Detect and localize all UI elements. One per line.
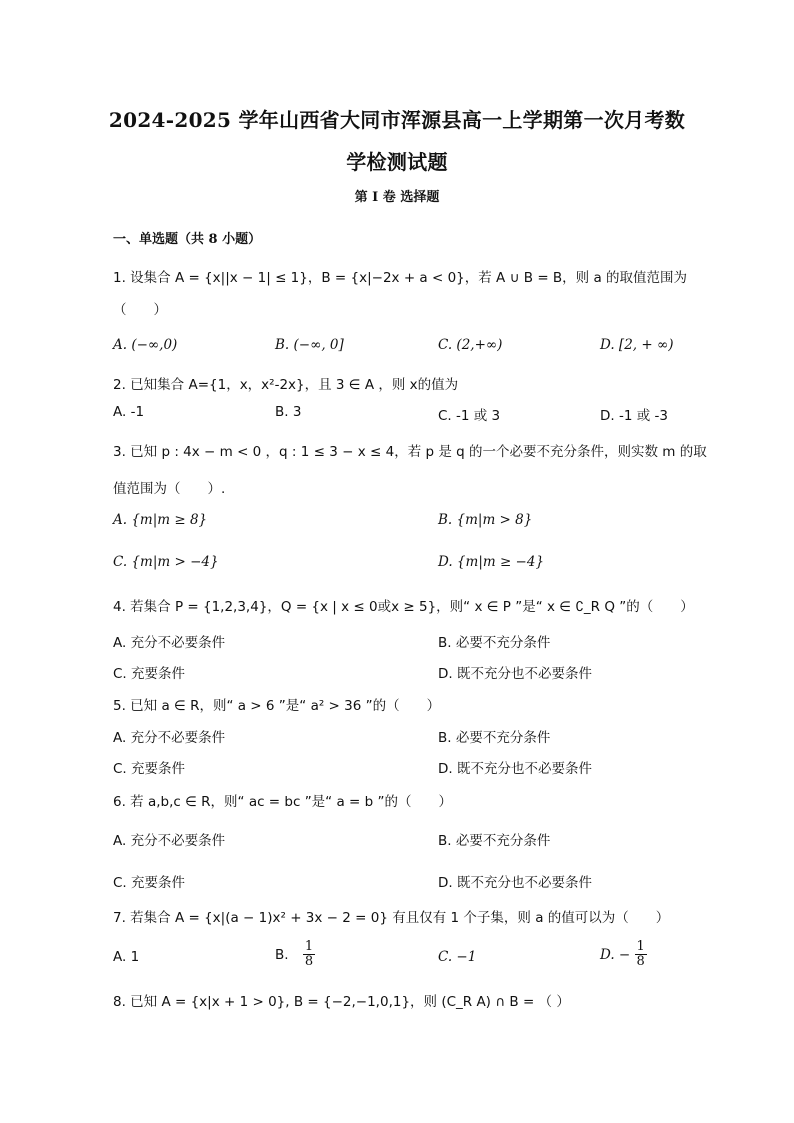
question-6-option-d: D. 既不充分也不必要条件 [438,875,592,891]
question-7-option-d-fraction [635,940,647,970]
fraction-numerator: 1 [636,939,645,954]
question-1-option-a: A. (−∞,0) [113,337,178,353]
question-7-option-c: C. −1 [438,949,477,965]
question-4-option-c: C. 充要条件 [113,666,186,682]
question-2-option-a: A. -1 [113,404,145,420]
question-3-stem: 3. 已知 p : 4x − m < 0 ，q : 1 ≤ 3 − x ≤ 4，若 p 是 q 的一个必要不充分条件，则实数 m 的取 [113,444,707,460]
question-2-option-b: B. 3 [275,404,302,420]
question-5-stem: 5. 已知 a ∈ R，则“ a > 6 ”是“ a² > 36 ”的（ ） [113,698,441,714]
question-3-option-c: C. {m|m > −4} [113,554,219,570]
question-3-stem-cont: 值范围为（ ）. [113,481,226,497]
question-5-option-b: B. 必要不充分条件 [438,730,551,746]
question-5-option-c: C. 充要条件 [113,761,186,777]
fraction-denominator: 8 [304,954,314,970]
question-7-option-d [600,940,647,970]
question-6-option-a: A. 充分不必要条件 [113,833,226,849]
question-2-option-d: D. -1 或 -3 [600,408,668,424]
question-7-option-b-fraction [303,940,315,970]
question-7-option-b-label: B. [275,946,289,963]
question-1-stem-cont: （ ） [113,302,167,318]
question-1-option-d: D. [2, + ∞) [600,337,674,353]
question-7-stem: 7. 若集合 A = {x|(a − 1)x² + 3x − 2 = 0} 有且仅有 1 个子集，则 a 的值可以为（ ） [113,910,670,926]
question-4-stem: 4. 若集合 P = {1,2,3,4}，Q = {x | x ≤ 0或x ≥ 5}，则“ x ∈ P ”是“ x ∈ ∁_R Q ”的（ ） [113,599,694,615]
question-6-option-b: B. 必要不充分条件 [438,833,551,849]
volume-heading: 第 I 卷 选择题 [354,190,440,205]
question-6-option-c: C. 充要条件 [113,875,186,891]
fraction-denominator: 8 [636,954,645,970]
question-2-stem: 2. 已知集合 A={1，x，x²-2x}，且 3 ∈ A ，则 x的值为 [113,377,459,393]
question-1-stem: 1. 设集合 A = {x||x − 1| ≤ 1}，B = {x|−2x + a < 0}，若 A ∪ B = B，则 a 的取值范围为 [113,270,688,286]
question-7-option-d-label: D. − [600,946,631,963]
question-3-option-d: D. {m|m ≥ −4} [438,554,545,570]
question-4-option-a: A. 充分不必要条件 [113,635,226,651]
question-7-option-a: A. 1 [113,949,140,965]
question-7-option-b [275,940,315,970]
question-8-stem: 8. 已知 A = {x|x + 1 > 0}, B = {−2,−1,0,1}，则 (C_R A) ∩ B = （ ） [113,994,570,1010]
question-5-option-d: D. 既不充分也不必要条件 [438,761,592,777]
question-6-stem: 6. 若 a,b,c ∈ R，则“ ac = bc ”是“ a = b ”的（ ） [113,794,452,810]
fraction-numerator: 1 [304,939,314,954]
question-2-option-c: C. -1 或 3 [438,408,501,424]
question-1-option-c: C. (2,+∞) [438,337,503,353]
exam-title-line-1: 2024-2025 学年山西省大同市浑源县高一上学期第一次月考数 [108,108,686,132]
section-heading: 一、单选题（共 8 小题） [113,232,262,247]
question-4-option-d: D. 既不充分也不必要条件 [438,666,592,682]
question-1-option-b: B. (−∞, 0] [275,337,344,353]
question-3-option-a: A. {m|m ≥ 8} [113,512,208,528]
question-5-option-a: A. 充分不必要条件 [113,730,226,746]
question-3-option-b: B. {m|m > 8} [438,512,533,528]
exam-title-line-2: 学检测试题 [346,150,448,174]
question-4-option-b: B. 必要不充分条件 [438,635,551,651]
